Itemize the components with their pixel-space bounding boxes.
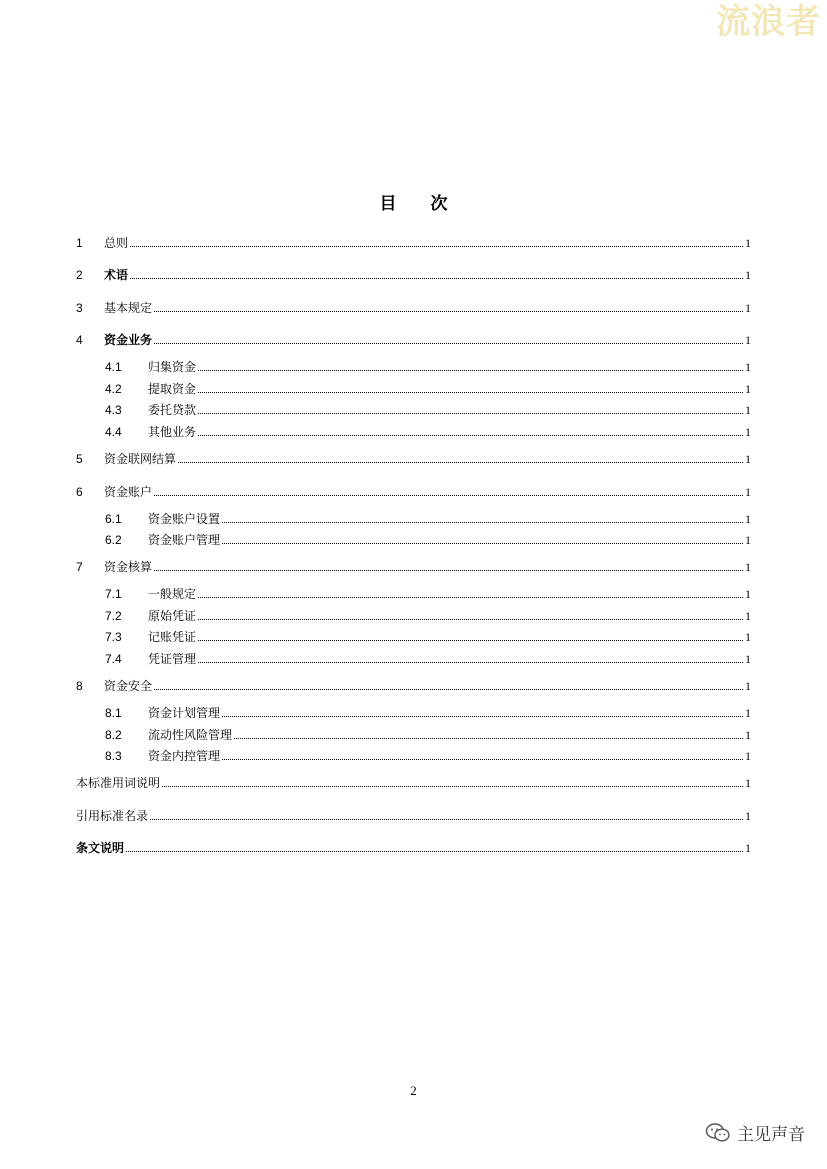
toc-entry-number: 4.1 (105, 360, 122, 374)
toc-entry-label: 本标准用词说明 (76, 776, 161, 790)
toc-entry[interactable] (76, 265, 751, 283)
toc-dot-leader (178, 461, 743, 463)
toc-entry-label: 凭证管理 (148, 652, 197, 666)
toc-entry-page: 1 (745, 512, 751, 526)
toc-dot-leader (198, 434, 743, 436)
toc-entry-number: 4.3 (105, 403, 122, 417)
toc-entry-number: 8.3 (105, 749, 122, 763)
toc-entry[interactable] (76, 557, 751, 575)
toc-dot-leader (198, 639, 743, 641)
toc-dot-leader (198, 369, 743, 371)
toc-entry-number: 6.2 (105, 533, 122, 547)
toc-entry-label: 基本规定 (104, 301, 153, 315)
toc-dot-leader (198, 391, 743, 393)
toc-entry-number: 3 (76, 301, 83, 315)
toc-entry[interactable] (105, 400, 751, 418)
toc-entry[interactable] (105, 379, 751, 397)
toc-entry[interactable] (105, 703, 751, 721)
toc-entry[interactable] (105, 357, 751, 375)
toc-entry-page: 1 (745, 333, 751, 347)
toc-dot-leader (154, 569, 743, 571)
toc-entry-page: 1 (745, 382, 751, 396)
toc-entry-label: 总则 (104, 236, 129, 250)
toc-dot-leader (222, 521, 743, 523)
toc-entry-label: 记账凭证 (148, 630, 197, 644)
toc-entry[interactable] (105, 627, 751, 645)
toc-entry[interactable] (76, 330, 751, 348)
toc-entry[interactable] (76, 233, 751, 251)
toc-entry-label: 其他业务 (148, 425, 197, 439)
toc-entry[interactable] (76, 298, 751, 316)
toc-dot-leader (198, 412, 743, 414)
toc-entry-label: 一般规定 (148, 587, 197, 601)
toc-entry-number: 6.1 (105, 512, 122, 526)
toc-entry-number: 7.1 (105, 587, 122, 601)
page-number: 2 (410, 1083, 417, 1098)
toc-entry-page: 1 (745, 841, 751, 855)
toc-entry-number: 6 (76, 485, 83, 499)
toc-dot-leader (130, 277, 743, 279)
toc-entry[interactable] (76, 676, 751, 694)
toc-entry-number: 7.4 (105, 652, 122, 666)
toc-entry-number: 5 (76, 452, 83, 466)
toc-entry-label: 资金核算 (104, 560, 153, 574)
toc-dot-leader (198, 596, 743, 598)
toc-entry-label: 资金账户设置 (148, 512, 221, 526)
toc-entry-label: 条文说明 (76, 841, 125, 855)
toc-dot-leader (150, 818, 743, 820)
toc-entry-label: 资金内控管理 (148, 749, 221, 763)
toc-entry-label: 资金账户管理 (148, 533, 221, 547)
footer-brand-label: 主见声音 (737, 1125, 805, 1145)
toc-entry-page: 1 (745, 749, 751, 763)
watermark-logo: 流浪者 (716, 2, 821, 42)
toc-entry[interactable] (105, 422, 751, 440)
toc-entry[interactable] (105, 509, 751, 527)
toc-entry-number: 2 (76, 268, 83, 282)
toc-entry-number: 1 (76, 236, 83, 250)
toc-entry-page: 1 (745, 630, 751, 644)
toc-entry[interactable] (76, 482, 751, 500)
toc-entry-page: 1 (745, 268, 751, 282)
toc-entry-page: 1 (745, 485, 751, 499)
toc-entry-label: 术语 (104, 268, 129, 282)
toc-dot-leader (198, 661, 743, 663)
toc-entry[interactable] (105, 530, 751, 548)
toc-entry-page: 1 (745, 728, 751, 742)
toc-dot-leader (154, 342, 743, 344)
footer-brand (705, 1120, 805, 1145)
toc-entry-number: 8.1 (105, 706, 122, 720)
toc-entry-page: 1 (745, 301, 751, 315)
toc-entry-number: 4 (76, 333, 83, 347)
toc-entry-label: 引用标准名录 (76, 809, 149, 823)
toc-entry-label: 资金联网结算 (104, 452, 177, 466)
toc-entry[interactable] (105, 584, 751, 602)
toc-dot-leader (222, 542, 743, 544)
toc-entry-number: 4.4 (105, 425, 122, 439)
toc-entry-number: 8.2 (105, 728, 122, 742)
toc-entry[interactable] (105, 606, 751, 624)
toc-entry-label: 流动性风险管理 (148, 728, 233, 742)
toc-entry[interactable] (76, 773, 751, 791)
toc-entry-page: 1 (745, 360, 751, 374)
toc-entry-label: 资金安全 (104, 679, 153, 693)
toc-title: 目 次 (379, 194, 462, 214)
toc-dot-leader (154, 688, 743, 690)
toc-entry-label: 原始凭证 (148, 609, 197, 623)
toc-dot-leader (234, 737, 743, 739)
toc-entry-number: 7.2 (105, 609, 122, 623)
toc-entry-number: 7 (76, 560, 83, 574)
toc-dot-leader (126, 850, 743, 852)
toc-entry[interactable] (105, 746, 751, 764)
toc-entry-label: 提取资金 (148, 382, 197, 396)
toc-entry-page: 1 (745, 587, 751, 601)
toc-entry[interactable] (76, 806, 751, 824)
toc-entry-page: 1 (745, 652, 751, 666)
toc-entry-label: 委托贷款 (148, 403, 197, 417)
toc-dot-leader (222, 758, 743, 760)
toc-entry-number: 7.3 (105, 630, 122, 644)
toc-entry-label: 资金账户 (104, 485, 153, 499)
toc-entry[interactable] (105, 725, 751, 743)
toc-dot-leader (222, 715, 743, 717)
toc-entry-page: 1 (745, 236, 751, 250)
toc-entry-number: 8 (76, 679, 83, 693)
wechat-icon (705, 1122, 731, 1144)
toc-entry-number: 4.2 (105, 382, 122, 396)
toc-entry-page: 1 (745, 560, 751, 574)
toc-dot-leader (154, 310, 743, 312)
toc-entry-label: 归集资金 (148, 360, 197, 374)
toc-entry-page: 1 (745, 533, 751, 547)
toc-dot-leader (130, 245, 743, 247)
toc-entry-label: 资金计划管理 (148, 706, 221, 720)
toc-entry-page: 1 (745, 403, 751, 417)
toc-entry-page: 1 (745, 776, 751, 790)
toc-entry-page: 1 (745, 452, 751, 466)
toc-entry-page: 1 (745, 706, 751, 720)
toc-dot-leader (198, 618, 743, 620)
toc-entry-label: 资金业务 (104, 333, 153, 347)
toc-entry-page: 1 (745, 679, 751, 693)
toc-entry[interactable] (76, 449, 751, 467)
toc-entry-page: 1 (745, 609, 751, 623)
toc-entry[interactable] (76, 838, 751, 856)
toc-entry-page: 1 (745, 809, 751, 823)
toc-entry[interactable] (105, 649, 751, 667)
toc-entry-page: 1 (745, 425, 751, 439)
toc-dot-leader (162, 785, 743, 787)
toc-dot-leader (154, 494, 743, 496)
